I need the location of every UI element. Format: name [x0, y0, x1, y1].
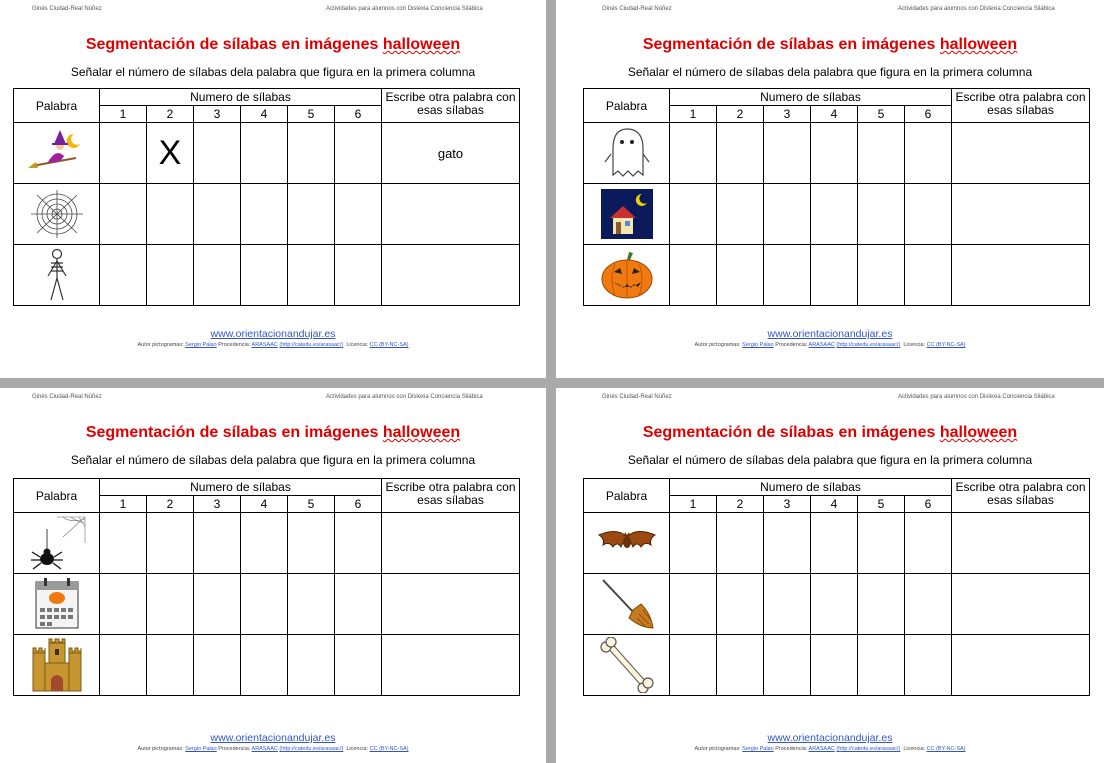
syllable-cell-4[interactable] [241, 245, 288, 306]
write-word-cell[interactable] [952, 635, 1090, 696]
column-header-palabra: Palabra [14, 479, 100, 513]
header-author: Ginés Ciudad-Real Núñez [32, 6, 102, 12]
column-header-escribe: Escribe otra palabra con esas sílabas [382, 89, 520, 123]
syllable-cell-1[interactable] [670, 184, 717, 245]
calendar-icon [14, 576, 99, 632]
table-row [584, 184, 1090, 245]
syllable-count-header: 6 [905, 496, 952, 513]
credit-source-label: Procedencia: [218, 342, 251, 348]
column-header-escribe: Escribe otra palabra con esas sílabas [952, 479, 1090, 513]
table-row [584, 574, 1090, 635]
word-picture-cell [14, 513, 100, 574]
footer-credits [556, 746, 1104, 752]
header-author: Ginés Ciudad-Real Núñez [602, 394, 672, 400]
syllable-count-header: 1 [100, 496, 147, 513]
write-word-cell[interactable] [952, 574, 1090, 635]
page-title [0, 424, 546, 442]
syllable-cell-6[interactable] [905, 513, 952, 574]
table-row [14, 574, 520, 635]
syllable-cell-2[interactable] [717, 245, 764, 306]
column-header-numero: Numero de sílabas [670, 479, 952, 496]
syllable-cell-4[interactable] [241, 123, 288, 184]
syllable-count-header: 2 [717, 106, 764, 123]
table-row [584, 245, 1090, 306]
syllable-cell-5[interactable] [288, 574, 335, 635]
credit-license-link[interactable]: CC (BY-NC-SA) [369, 746, 409, 752]
worksheet-page-4 [556, 388, 1104, 763]
castle-icon [14, 637, 99, 693]
column-header-escribe: Escribe otra palabra con esas sílabas [952, 89, 1090, 123]
syllable-cell-1[interactable] [670, 513, 717, 574]
credit-source-label: Procedencia: [218, 746, 251, 752]
table-row [14, 123, 520, 184]
syllable-cell-2[interactable] [147, 245, 194, 306]
syllable-count-header: 3 [764, 496, 811, 513]
syllable-cell-2[interactable] [717, 184, 764, 245]
syllable-count-header: 6 [335, 496, 382, 513]
worksheet-page-2 [556, 0, 1104, 378]
credit-source-url[interactable]: (http://catedu.es/arasaac/) [279, 342, 344, 348]
syllable-cell-4[interactable] [241, 513, 288, 574]
table-row [14, 245, 520, 306]
syllable-count-header: 1 [670, 496, 717, 513]
syllable-cell-5[interactable] [858, 184, 905, 245]
credit-author-link[interactable]: Sergio Palao [185, 746, 217, 752]
column-header-palabra: Palabra [584, 89, 670, 123]
syllable-cell-5[interactable] [288, 635, 335, 696]
write-word-cell[interactable] [382, 123, 520, 184]
credit-author-label: Autor pictogramas: [137, 342, 184, 348]
title-highlight: halloween [382, 36, 461, 53]
footer-website-link[interactable]: www.orientacionandujar.es [767, 328, 893, 340]
credit-author-link[interactable]: Sergio Palao [185, 342, 217, 348]
credit-source-url[interactable]: (http://catedu.es/arasaac/) [836, 746, 901, 752]
syllable-cell-2[interactable] [717, 574, 764, 635]
title-main: Segmentación de sílabas en imágenes [642, 36, 936, 53]
syllable-cell-3[interactable] [764, 513, 811, 574]
credit-author-link[interactable]: Sergio Palao [742, 342, 774, 348]
syllable-cell-6[interactable] [905, 245, 952, 306]
syllable-cell-2[interactable] [717, 635, 764, 696]
header-author: Ginés Ciudad-Real Núñez [602, 6, 672, 12]
syllable-cell-4[interactable] [811, 513, 858, 574]
syllable-count-header: 6 [335, 106, 382, 123]
write-word-cell[interactable] [382, 245, 520, 306]
syllable-cell-6[interactable] [335, 513, 382, 574]
footer-credits [0, 746, 546, 752]
table-row [14, 184, 520, 245]
syllable-cell-6[interactable] [335, 635, 382, 696]
syllable-cell-6[interactable] [335, 123, 382, 184]
syllable-cell-3[interactable] [194, 245, 241, 306]
syllable-cell-5[interactable] [858, 574, 905, 635]
syllable-table [13, 88, 520, 306]
syllable-cell-3[interactable] [194, 513, 241, 574]
syllable-cell-3[interactable] [764, 574, 811, 635]
page-title [556, 424, 1104, 442]
syllable-cell-1[interactable] [100, 635, 147, 696]
credit-license-label: Licencia: [346, 342, 369, 348]
header-activity: Actividades para alumnos con Dislexia Conciencia Silábica [898, 394, 1055, 400]
syllable-count-header: 4 [811, 496, 858, 513]
credit-source-link[interactable]: ARASAAC [251, 342, 278, 348]
write-word-cell[interactable] [952, 245, 1090, 306]
credit-source-label: Procedencia: [775, 342, 808, 348]
worksheet-page-1 [0, 0, 546, 378]
instructions: Señalar el número de sílabas dela palabra que figura en la primera columna [70, 453, 476, 467]
worksheet-page-3 [0, 388, 546, 763]
word-picture-cell [14, 635, 100, 696]
write-word-cell[interactable] [952, 184, 1090, 245]
page-title [556, 36, 1104, 54]
word-picture-cell [14, 245, 100, 306]
header-activity: Actividades para alumnos con Dislexia Conciencia Silábica [898, 6, 1055, 12]
credit-author-link[interactable]: Sergio Palao [742, 746, 774, 752]
syllable-count-header: 6 [905, 106, 952, 123]
syllable-cell-1[interactable] [670, 245, 717, 306]
bone-icon [584, 637, 669, 693]
credit-source-link[interactable]: ARASAAC [808, 746, 835, 752]
syllable-count-header: 4 [811, 106, 858, 123]
column-header-escribe: Escribe otra palabra con esas sílabas [382, 479, 520, 513]
credit-author-label: Autor pictogramas: [694, 342, 741, 348]
syllable-cell-5[interactable] [858, 635, 905, 696]
word-picture-cell [584, 513, 670, 574]
syllable-cell-5[interactable] [858, 123, 905, 184]
write-word-cell[interactable] [382, 635, 520, 696]
syllable-cell-5[interactable] [288, 513, 335, 574]
word-picture-cell [14, 574, 100, 635]
syllable-count-header: 5 [288, 496, 335, 513]
credit-source-link[interactable]: ARASAAC [251, 746, 278, 752]
syllable-cell-3[interactable] [194, 574, 241, 635]
written-word: gato [437, 145, 464, 161]
table-row [584, 123, 1090, 184]
column-header-numero: Numero de sílabas [100, 479, 382, 496]
word-picture-cell [584, 123, 670, 184]
syllable-cell-6[interactable] [335, 574, 382, 635]
syllable-cell-4[interactable] [811, 245, 858, 306]
syllable-cell-1[interactable] [100, 123, 147, 184]
write-word-cell[interactable] [952, 123, 1090, 184]
syllable-table [583, 478, 1090, 696]
word-picture-cell [584, 574, 670, 635]
syllable-cell-1[interactable] [670, 635, 717, 696]
syllable-cell-4[interactable] [811, 574, 858, 635]
word-picture-cell [584, 245, 670, 306]
pumpkin-icon [584, 250, 669, 300]
syllable-cell-1[interactable] [100, 574, 147, 635]
table-row [14, 513, 520, 574]
night-house-icon [584, 188, 669, 240]
title-highlight: halloween [939, 36, 1018, 53]
column-header-palabra: Palabra [584, 479, 670, 513]
title-highlight: halloween [939, 424, 1018, 441]
credit-source-link[interactable]: ARASAAC [808, 342, 835, 348]
syllable-count-header: 5 [858, 106, 905, 123]
syllable-cell-4[interactable] [241, 635, 288, 696]
footer-website-link[interactable]: www.orientacionandujar.es [767, 732, 893, 744]
column-header-numero: Numero de sílabas [100, 89, 382, 106]
syllable-cell-3[interactable] [194, 123, 241, 184]
syllable-count-header: 3 [764, 106, 811, 123]
syllable-count-header: 2 [147, 496, 194, 513]
syllable-cell-3[interactable] [194, 184, 241, 245]
syllable-cell-3[interactable] [764, 123, 811, 184]
syllable-cell-1[interactable] [100, 184, 147, 245]
header-activity: Actividades para alumnos con Dislexia Conciencia Silábica [326, 394, 483, 400]
credit-license-link[interactable]: CC (BY-NC-SA) [369, 342, 409, 348]
syllable-cell-3[interactable] [764, 245, 811, 306]
credit-license-link[interactable]: CC (BY-NC-SA) [926, 342, 966, 348]
write-word-cell[interactable] [952, 513, 1090, 574]
credit-author-label: Autor pictogramas: [694, 746, 741, 752]
column-header-palabra: Palabra [14, 89, 100, 123]
header-author: Ginés Ciudad-Real Núñez [32, 394, 102, 400]
syllable-cell-1[interactable] [100, 513, 147, 574]
credit-source-label: Procedencia: [775, 746, 808, 752]
syllable-cell-3[interactable] [764, 184, 811, 245]
syllable-cell-5[interactable] [288, 184, 335, 245]
footer-credits [556, 342, 1104, 348]
syllable-cell-2[interactable] [147, 123, 194, 184]
syllable-cell-4[interactable] [811, 184, 858, 245]
header-activity: Actividades para alumnos con Dislexia Conciencia Silábica [326, 6, 483, 12]
syllable-cell-6[interactable] [905, 184, 952, 245]
write-word-cell[interactable] [382, 184, 520, 245]
syllable-cell-2[interactable] [147, 635, 194, 696]
table-row [14, 635, 520, 696]
ghost-icon [584, 126, 669, 180]
credit-source-url[interactable]: (http://catedu.es/arasaac/) [836, 342, 901, 348]
syllable-cell-1[interactable] [670, 574, 717, 635]
syllable-cell-4[interactable] [811, 635, 858, 696]
credit-license-label: Licencia: [903, 746, 926, 752]
syllable-cell-6[interactable] [335, 184, 382, 245]
syllable-cell-5[interactable] [858, 245, 905, 306]
syllable-count-header: 1 [100, 106, 147, 123]
word-picture-cell [584, 635, 670, 696]
table-row [584, 635, 1090, 696]
instructions: Señalar el número de sílabas dela palabra que figura en la primera columna [70, 65, 476, 79]
syllable-count-header: 5 [858, 496, 905, 513]
credit-license-label: Licencia: [903, 342, 926, 348]
syllable-cell-1[interactable] [670, 123, 717, 184]
instructions: Señalar el número de sílabas dela palabra que figura en la primera columna [627, 65, 1033, 79]
syllable-cell-6[interactable] [335, 245, 382, 306]
bat-icon [584, 523, 669, 563]
syllable-cell-2[interactable] [147, 513, 194, 574]
title-main: Segmentación de sílabas en imágenes [85, 36, 379, 53]
syllable-cell-6[interactable] [905, 574, 952, 635]
syllable-table [13, 478, 520, 696]
word-picture-cell [584, 184, 670, 245]
write-word-cell[interactable] [382, 513, 520, 574]
syllable-count-header: 2 [717, 496, 764, 513]
witch-icon [14, 128, 99, 178]
table-row [584, 513, 1090, 574]
syllable-count-header: 3 [194, 496, 241, 513]
credit-license-label: Licencia: [346, 746, 369, 752]
syllable-cell-4[interactable] [241, 184, 288, 245]
credit-source-url[interactable]: (http://catedu.es/arasaac/) [279, 746, 344, 752]
broom-icon [584, 576, 669, 632]
column-header-numero: Numero de sílabas [670, 89, 952, 106]
syllable-count-header: 2 [147, 106, 194, 123]
syllable-table [583, 88, 1090, 306]
syllable-count-header: 5 [288, 106, 335, 123]
spider-icon [14, 515, 99, 571]
spiderweb-icon [14, 189, 99, 239]
word-picture-cell [14, 184, 100, 245]
title-highlight: halloween [382, 424, 461, 441]
syllable-cell-5[interactable] [858, 513, 905, 574]
syllable-count-header: 3 [194, 106, 241, 123]
syllable-cell-6[interactable] [905, 635, 952, 696]
syllable-cell-1[interactable] [100, 245, 147, 306]
page-title [0, 36, 546, 54]
syllable-cell-3[interactable] [194, 635, 241, 696]
write-word-cell[interactable] [382, 574, 520, 635]
syllable-count-header: 4 [241, 496, 288, 513]
credit-author-label: Autor pictogramas: [137, 746, 184, 752]
title-main: Segmentación de sílabas en imágenes [85, 424, 379, 441]
syllable-cell-4[interactable] [241, 574, 288, 635]
syllable-cell-2[interactable] [147, 184, 194, 245]
footer-website-link[interactable]: www.orientacionandujar.es [210, 732, 336, 744]
syllable-cell-2[interactable] [717, 513, 764, 574]
syllable-cell-6[interactable] [905, 123, 952, 184]
syllable-cell-3[interactable] [764, 635, 811, 696]
syllable-cell-5[interactable] [288, 123, 335, 184]
word-picture-cell [14, 123, 100, 184]
credit-license-link[interactable]: CC (BY-NC-SA) [926, 746, 966, 752]
footer-credits [0, 342, 546, 348]
syllable-mark: X [158, 133, 182, 172]
syllable-cell-2[interactable] [717, 123, 764, 184]
skeleton-icon [14, 248, 99, 302]
footer-website-link[interactable]: www.orientacionandujar.es [210, 328, 336, 340]
syllable-cell-4[interactable] [811, 123, 858, 184]
title-main: Segmentación de sílabas en imágenes [642, 424, 936, 441]
syllable-count-header: 4 [241, 106, 288, 123]
syllable-cell-2[interactable] [147, 574, 194, 635]
instructions: Señalar el número de sílabas dela palabra que figura en la primera columna [627, 453, 1033, 467]
syllable-cell-5[interactable] [288, 245, 335, 306]
syllable-count-header: 1 [670, 106, 717, 123]
